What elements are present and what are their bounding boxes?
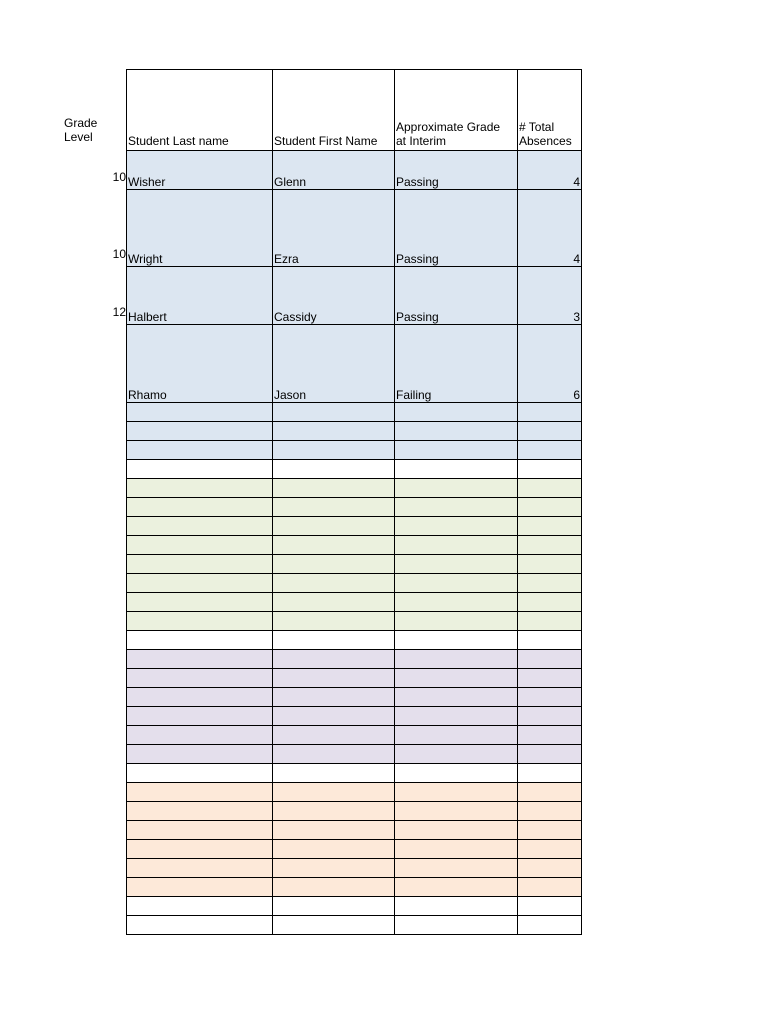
empty-cell[interactable] bbox=[273, 840, 395, 859]
empty-cell[interactable] bbox=[273, 403, 395, 422]
empty-cell[interactable] bbox=[518, 764, 582, 783]
header-approx-grade[interactable] bbox=[395, 70, 518, 151]
absences-cell[interactable]: 6 bbox=[518, 325, 582, 403]
table-row-empty bbox=[127, 821, 582, 840]
empty-cell[interactable] bbox=[518, 745, 582, 764]
table-row-empty bbox=[127, 612, 582, 631]
empty-cell[interactable] bbox=[518, 840, 582, 859]
empty-cell[interactable] bbox=[127, 536, 273, 555]
header-absences-line1: # Total bbox=[519, 120, 555, 134]
empty-cell[interactable] bbox=[395, 878, 518, 897]
empty-cell[interactable] bbox=[395, 612, 518, 631]
table-row-empty bbox=[127, 498, 582, 517]
empty-cell[interactable] bbox=[395, 916, 518, 935]
empty-cell[interactable] bbox=[273, 498, 395, 517]
table-row-empty bbox=[127, 536, 582, 555]
empty-cell[interactable] bbox=[395, 783, 518, 802]
empty-cell[interactable] bbox=[273, 859, 395, 878]
first-name-cell[interactable]: Ezra bbox=[273, 190, 395, 267]
empty-cell[interactable] bbox=[273, 783, 395, 802]
empty-cell[interactable] bbox=[273, 726, 395, 745]
first-name-cell[interactable]: Jason bbox=[273, 325, 395, 403]
empty-cell[interactable] bbox=[518, 441, 582, 460]
table-row-empty bbox=[127, 764, 582, 783]
empty-cell[interactable] bbox=[518, 422, 582, 441]
table-row-empty bbox=[127, 802, 582, 821]
empty-cell[interactable] bbox=[127, 555, 273, 574]
empty-cell[interactable] bbox=[273, 745, 395, 764]
grade-level-cell[interactable]: 10 bbox=[112, 170, 126, 184]
empty-cell[interactable] bbox=[273, 764, 395, 783]
table-row-empty bbox=[127, 897, 582, 916]
empty-cell[interactable] bbox=[273, 707, 395, 726]
grade-level-header bbox=[64, 116, 124, 144]
empty-cell[interactable] bbox=[127, 802, 273, 821]
empty-cell[interactable] bbox=[395, 859, 518, 878]
empty-cell[interactable] bbox=[518, 707, 582, 726]
empty-cell[interactable] bbox=[127, 916, 273, 935]
empty-cell[interactable] bbox=[127, 593, 273, 612]
table-row bbox=[127, 325, 582, 403]
empty-cell[interactable] bbox=[395, 688, 518, 707]
student-absence-table bbox=[126, 69, 582, 935]
empty-cell[interactable] bbox=[273, 536, 395, 555]
empty-cell[interactable] bbox=[273, 574, 395, 593]
last-name-cell[interactable]: Halbert bbox=[127, 267, 273, 325]
empty-cell[interactable] bbox=[127, 441, 273, 460]
empty-cell[interactable] bbox=[273, 612, 395, 631]
header-approx-grade-line1: Approximate Grade bbox=[396, 120, 501, 134]
empty-cell[interactable] bbox=[273, 517, 395, 536]
empty-cell[interactable] bbox=[395, 441, 518, 460]
empty-cell[interactable] bbox=[273, 479, 395, 498]
empty-cell[interactable] bbox=[395, 498, 518, 517]
empty-cell[interactable] bbox=[395, 726, 518, 745]
empty-cell[interactable] bbox=[127, 897, 273, 916]
empty-cell[interactable] bbox=[395, 536, 518, 555]
header-last-name[interactable]: Student Last name bbox=[127, 70, 273, 151]
empty-cell[interactable] bbox=[273, 878, 395, 897]
table-row-empty bbox=[127, 878, 582, 897]
empty-cell[interactable] bbox=[127, 498, 273, 517]
table-row-empty bbox=[127, 859, 582, 878]
absences-cell[interactable]: 4 bbox=[518, 190, 582, 267]
empty-cell[interactable] bbox=[127, 403, 273, 422]
empty-cell[interactable] bbox=[395, 840, 518, 859]
empty-cell[interactable] bbox=[127, 821, 273, 840]
table-row-empty bbox=[127, 517, 582, 536]
empty-cell[interactable] bbox=[273, 821, 395, 840]
grade-level-header-line2: Level bbox=[64, 130, 93, 144]
absences-cell[interactable]: 4 bbox=[518, 151, 582, 190]
header-absences-line2: Absences bbox=[519, 134, 572, 148]
empty-cell[interactable] bbox=[518, 650, 582, 669]
approx-grade-cell[interactable]: Failing bbox=[395, 325, 518, 403]
empty-cell[interactable] bbox=[518, 403, 582, 422]
approx-grade-cell[interactable]: Passing bbox=[395, 190, 518, 267]
empty-cell[interactable] bbox=[273, 669, 395, 688]
empty-cell[interactable] bbox=[518, 460, 582, 479]
empty-cell[interactable] bbox=[127, 669, 273, 688]
empty-cell[interactable] bbox=[395, 802, 518, 821]
empty-cell[interactable] bbox=[518, 593, 582, 612]
empty-cell[interactable] bbox=[518, 688, 582, 707]
empty-cell[interactable] bbox=[518, 574, 582, 593]
empty-cell[interactable] bbox=[127, 726, 273, 745]
empty-cell[interactable] bbox=[395, 422, 518, 441]
grade-level-cell[interactable]: 12 bbox=[112, 305, 126, 319]
table-row-empty bbox=[127, 555, 582, 574]
empty-cell[interactable] bbox=[518, 479, 582, 498]
empty-cell[interactable] bbox=[273, 555, 395, 574]
empty-cell[interactable] bbox=[518, 783, 582, 802]
empty-cell[interactable] bbox=[395, 403, 518, 422]
last-name-cell[interactable]: Rhamo bbox=[127, 325, 273, 403]
empty-cell[interactable] bbox=[518, 517, 582, 536]
empty-cell[interactable] bbox=[273, 631, 395, 650]
table-row-empty bbox=[127, 650, 582, 669]
empty-cell[interactable] bbox=[273, 688, 395, 707]
empty-cell[interactable] bbox=[518, 498, 582, 517]
table-row bbox=[127, 151, 582, 190]
empty-cell[interactable] bbox=[127, 783, 273, 802]
last-name-cell[interactable]: Wisher bbox=[127, 151, 273, 190]
table-row-empty bbox=[127, 574, 582, 593]
empty-cell[interactable] bbox=[518, 726, 582, 745]
table-row-empty bbox=[127, 726, 582, 745]
empty-cell[interactable] bbox=[518, 536, 582, 555]
empty-cell[interactable] bbox=[273, 897, 395, 916]
empty-cell[interactable] bbox=[395, 460, 518, 479]
table-row-empty bbox=[127, 707, 582, 726]
table-row-empty bbox=[127, 441, 582, 460]
first-name-cell[interactable]: Glenn bbox=[273, 151, 395, 190]
empty-cell[interactable] bbox=[273, 650, 395, 669]
approx-grade-cell[interactable]: Passing bbox=[395, 151, 518, 190]
empty-cell[interactable] bbox=[518, 916, 582, 935]
header-absences[interactable] bbox=[518, 70, 582, 151]
empty-cell[interactable] bbox=[518, 555, 582, 574]
empty-cell[interactable] bbox=[127, 650, 273, 669]
empty-cell[interactable] bbox=[127, 422, 273, 441]
empty-cell[interactable] bbox=[518, 821, 582, 840]
absences-cell[interactable]: 3 bbox=[518, 267, 582, 325]
grade-level-cell[interactable]: 10 bbox=[112, 247, 126, 261]
empty-cell[interactable] bbox=[127, 574, 273, 593]
empty-cell[interactable] bbox=[127, 460, 273, 479]
empty-cell[interactable] bbox=[518, 802, 582, 821]
empty-cell[interactable] bbox=[127, 764, 273, 783]
empty-cell[interactable] bbox=[518, 897, 582, 916]
table-row-empty bbox=[127, 479, 582, 498]
empty-cell[interactable] bbox=[395, 650, 518, 669]
empty-cell[interactable] bbox=[127, 479, 273, 498]
table-row-empty bbox=[127, 916, 582, 935]
empty-cell[interactable] bbox=[127, 840, 273, 859]
table-row-empty bbox=[127, 460, 582, 479]
table-header-row bbox=[127, 70, 582, 151]
empty-cell[interactable] bbox=[518, 669, 582, 688]
empty-cell[interactable] bbox=[127, 688, 273, 707]
empty-cell[interactable] bbox=[395, 555, 518, 574]
table-row-empty bbox=[127, 840, 582, 859]
approx-grade-cell[interactable]: Passing bbox=[395, 267, 518, 325]
header-first-name[interactable]: Student First Name bbox=[273, 70, 395, 151]
empty-cell[interactable] bbox=[395, 517, 518, 536]
empty-cell[interactable] bbox=[127, 878, 273, 897]
table-row-empty bbox=[127, 593, 582, 612]
empty-cell[interactable] bbox=[127, 745, 273, 764]
empty-cell[interactable] bbox=[127, 612, 273, 631]
first-name-cell[interactable]: Cassidy bbox=[273, 267, 395, 325]
empty-cell[interactable] bbox=[395, 574, 518, 593]
table-row-empty bbox=[127, 669, 582, 688]
table-row-empty bbox=[127, 745, 582, 764]
empty-cell[interactable] bbox=[273, 460, 395, 479]
empty-cell[interactable] bbox=[127, 517, 273, 536]
empty-cell[interactable] bbox=[395, 707, 518, 726]
table-row bbox=[127, 190, 582, 267]
empty-cell[interactable] bbox=[518, 612, 582, 631]
empty-cell[interactable] bbox=[518, 878, 582, 897]
empty-cell[interactable] bbox=[395, 479, 518, 498]
empty-cell[interactable] bbox=[395, 631, 518, 650]
empty-cell[interactable] bbox=[395, 897, 518, 916]
empty-cell[interactable] bbox=[395, 764, 518, 783]
table-row-empty bbox=[127, 403, 582, 422]
last-name-cell[interactable]: Wright bbox=[127, 190, 273, 267]
header-approx-grade-line2: at Interim bbox=[396, 134, 447, 148]
empty-cell[interactable] bbox=[395, 821, 518, 840]
empty-cell[interactable] bbox=[273, 916, 395, 935]
table-row-empty bbox=[127, 631, 582, 650]
table-row-empty bbox=[127, 783, 582, 802]
empty-cell[interactable] bbox=[127, 631, 273, 650]
empty-cell[interactable] bbox=[127, 707, 273, 726]
table-row-empty bbox=[127, 422, 582, 441]
empty-cell[interactable] bbox=[518, 859, 582, 878]
empty-cell[interactable] bbox=[273, 441, 395, 460]
empty-cell[interactable] bbox=[273, 593, 395, 612]
grade-level-header-line1: Grade bbox=[64, 116, 98, 130]
empty-cell[interactable] bbox=[395, 669, 518, 688]
empty-cell[interactable] bbox=[395, 593, 518, 612]
table-row bbox=[127, 267, 582, 325]
empty-cell[interactable] bbox=[395, 745, 518, 764]
empty-cell[interactable] bbox=[273, 802, 395, 821]
table-row-empty bbox=[127, 688, 582, 707]
empty-cell[interactable] bbox=[518, 631, 582, 650]
empty-cell[interactable] bbox=[127, 859, 273, 878]
empty-cell[interactable] bbox=[273, 422, 395, 441]
